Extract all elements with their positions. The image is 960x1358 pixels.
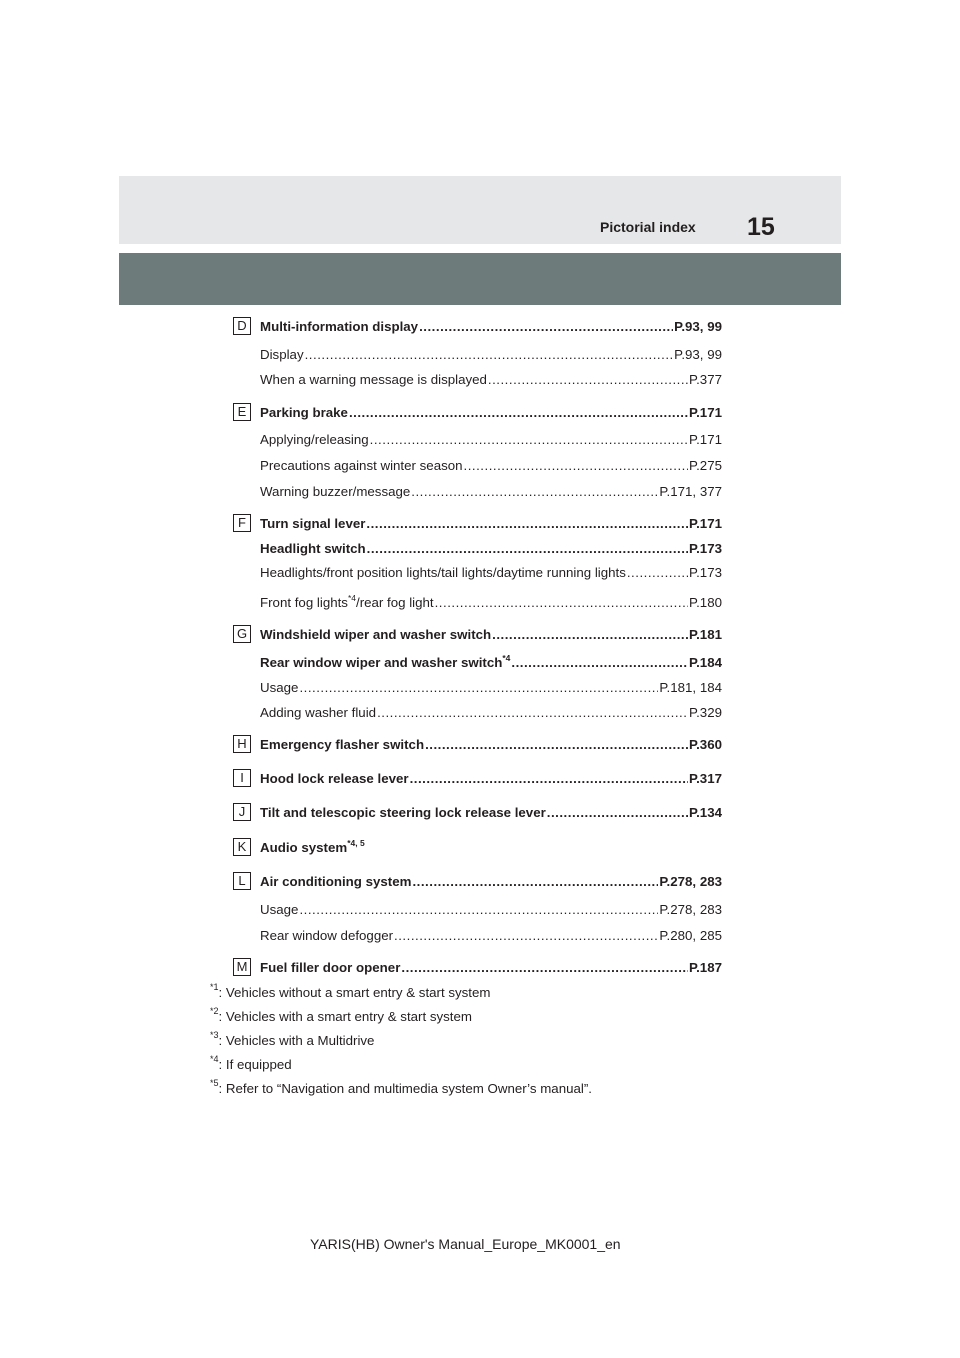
index-subentry[interactable] (260, 703, 722, 721)
dot-leader (366, 516, 688, 532)
entry-label: Parking brake (260, 405, 348, 420)
entry-label: Display (260, 347, 304, 362)
footnote-mark: *3 (210, 1029, 219, 1040)
index-letter-box: I (233, 769, 251, 787)
entry-page-ref[interactable]: P.329 (688, 705, 722, 720)
entry-page-ref[interactable]: P.187 (688, 960, 722, 975)
entry-label (260, 837, 365, 856)
footnote (210, 981, 491, 1001)
entry-label: Hood lock release lever (260, 771, 409, 786)
entry-page-ref[interactable]: P.377 (688, 372, 722, 387)
footnote-mark: *2 (210, 1005, 219, 1016)
footnote-mark: *4 (210, 1053, 219, 1064)
footnote-text: : Vehicles with a smart entry & start system (218, 1009, 472, 1024)
index-entry[interactable] (260, 958, 722, 976)
entry-label: Multi-information display (260, 319, 419, 334)
entry-label: Tilt and telescopic steering lock release lever (260, 805, 546, 820)
entry-label: Emergency flasher switch (260, 737, 425, 752)
entry-label: Windshield wiper and washer switch (260, 627, 492, 642)
entry-label-part: /rear fog light (356, 595, 434, 610)
entry-page-ref[interactable]: P.360 (688, 737, 722, 752)
entry-label: Headlights/front position lights/tail lights/daytime running lights (260, 565, 626, 580)
dot-leader (305, 347, 674, 363)
dot-leader (394, 928, 658, 944)
footnote (210, 1077, 592, 1097)
entry-label: Headlight switch (260, 541, 366, 556)
entry-page-ref[interactable]: P.134 (688, 805, 722, 820)
dot-leader (367, 541, 688, 557)
dot-leader (511, 655, 688, 671)
index-entry[interactable] (260, 539, 722, 557)
footnote-ref: *4 (347, 592, 356, 603)
dot-leader (401, 960, 688, 976)
dot-leader (435, 595, 688, 611)
entry-page-ref[interactable]: P.184 (688, 655, 722, 670)
entry-label: Usage (260, 680, 299, 695)
footnote-text: : Vehicles with a Multidrive (218, 1033, 375, 1048)
entry-label: Adding washer fluid (260, 705, 377, 720)
entry-label: Precautions against winter season (260, 458, 463, 473)
index-entry[interactable] (260, 803, 722, 821)
index-letter-box: D (233, 317, 251, 335)
entry-page-ref[interactable]: P.181 (688, 627, 722, 642)
entry-page-ref[interactable]: P.171 (688, 432, 722, 447)
footnote (210, 1029, 375, 1049)
dot-leader (419, 319, 673, 335)
dot-leader (377, 705, 688, 721)
entry-label: Usage (260, 902, 299, 917)
index-entry[interactable] (260, 872, 722, 890)
index-letter-box: L (233, 872, 251, 890)
index-letter-box: K (233, 838, 251, 856)
entry-label: Turn signal lever (260, 516, 366, 531)
entry-page-ref[interactable]: P.278, 283 (659, 874, 722, 889)
entry-page-ref[interactable]: P.93, 99 (674, 319, 722, 334)
dot-leader (488, 372, 688, 388)
dot-leader (425, 737, 688, 753)
index-subentry[interactable] (260, 900, 722, 918)
section-title: Pictorial index (600, 219, 696, 235)
index-entry[interactable] (260, 514, 722, 532)
dot-leader (370, 432, 688, 448)
index-letter-box: E (233, 403, 251, 421)
entry-label: When a warning message is displayed (260, 372, 487, 387)
footnote-text: : If equipped (218, 1057, 292, 1072)
index-entry[interactable] (260, 735, 722, 753)
dot-leader (349, 405, 688, 421)
footnote (210, 1053, 292, 1073)
entry-page-ref[interactable]: P.180 (688, 595, 722, 610)
entry-page-ref[interactable]: P.171 (688, 405, 722, 420)
entry-label-part: Rear window wiper and washer switch (260, 655, 503, 670)
footnote-mark: *1 (210, 981, 219, 992)
entry-label (260, 652, 511, 671)
index-letter-box: H (233, 735, 251, 753)
page-number: 15 (747, 213, 775, 241)
index-entry[interactable] (260, 769, 722, 787)
header-bar (119, 253, 841, 305)
footnote-ref: *4 (502, 652, 511, 663)
index-entry[interactable] (260, 403, 722, 421)
index-subentry[interactable] (260, 370, 722, 388)
dot-leader (411, 484, 658, 500)
entry-label: Fuel filler door opener (260, 960, 401, 975)
entry-label: Rear window defogger (260, 928, 394, 943)
entry-label-part: Front fog lights (260, 595, 348, 610)
entry-page-ref[interactable]: P.171, 377 (659, 484, 722, 499)
index-entry[interactable] (260, 317, 722, 335)
entry-page-ref[interactable]: P.278, 283 (659, 902, 722, 917)
index-letter-box: M (233, 958, 251, 976)
index-subentry[interactable] (260, 430, 722, 448)
index-subentry[interactable] (260, 678, 722, 696)
index-entry[interactable] (260, 625, 722, 643)
dot-leader (627, 565, 688, 581)
entry-label: Air conditioning system (260, 874, 412, 889)
entry-page-ref[interactable]: P.173 (688, 541, 722, 556)
footnote-ref: *4, 5 (347, 837, 365, 848)
entry-page-ref[interactable]: P.317 (688, 771, 722, 786)
index-entry[interactable] (260, 838, 722, 856)
header-band (119, 176, 841, 244)
dot-leader (299, 680, 658, 696)
dot-leader (299, 902, 658, 918)
index-subentry[interactable] (260, 563, 722, 581)
entry-label: Applying/releasing (260, 432, 369, 447)
dot-leader (464, 458, 688, 474)
footnote-text: : Refer to “Navigation and multimedia system Owner’s manual”. (218, 1081, 592, 1096)
dot-leader (547, 805, 688, 821)
index-subentry[interactable] (260, 345, 722, 363)
index-subentry[interactable] (260, 482, 722, 500)
entry-page-ref[interactable]: P.173 (688, 565, 722, 580)
index-letter-box: J (233, 803, 251, 821)
entry-page-ref[interactable]: P.93, 99 (674, 347, 722, 362)
dot-leader (412, 874, 658, 890)
dot-leader (492, 627, 688, 643)
entry-label (260, 592, 434, 611)
footnote-mark: *5 (210, 1077, 219, 1088)
index-letter-box: F (233, 514, 251, 532)
entry-page-ref[interactable]: P.275 (688, 458, 722, 473)
entry-label-part: Audio system (260, 840, 348, 855)
manual-footer: YARIS(HB) Owner's Manual_Europe_MK0001_en (310, 1236, 621, 1252)
entry-page-ref[interactable]: P.280, 285 (659, 928, 722, 943)
entry-page-ref[interactable]: P.181, 184 (659, 680, 722, 695)
index-subentry[interactable] (260, 456, 722, 474)
index-subentry[interactable] (260, 593, 722, 611)
footnote-text: : Vehicles without a smart entry & start system (218, 985, 491, 1000)
index-entry[interactable] (260, 653, 722, 671)
index-letter-box: G (233, 625, 251, 643)
index-subentry[interactable] (260, 926, 722, 944)
entry-page-ref[interactable]: P.171 (688, 516, 722, 531)
footnote (210, 1005, 472, 1025)
entry-label: Warning buzzer/message (260, 484, 411, 499)
dot-leader (410, 771, 688, 787)
